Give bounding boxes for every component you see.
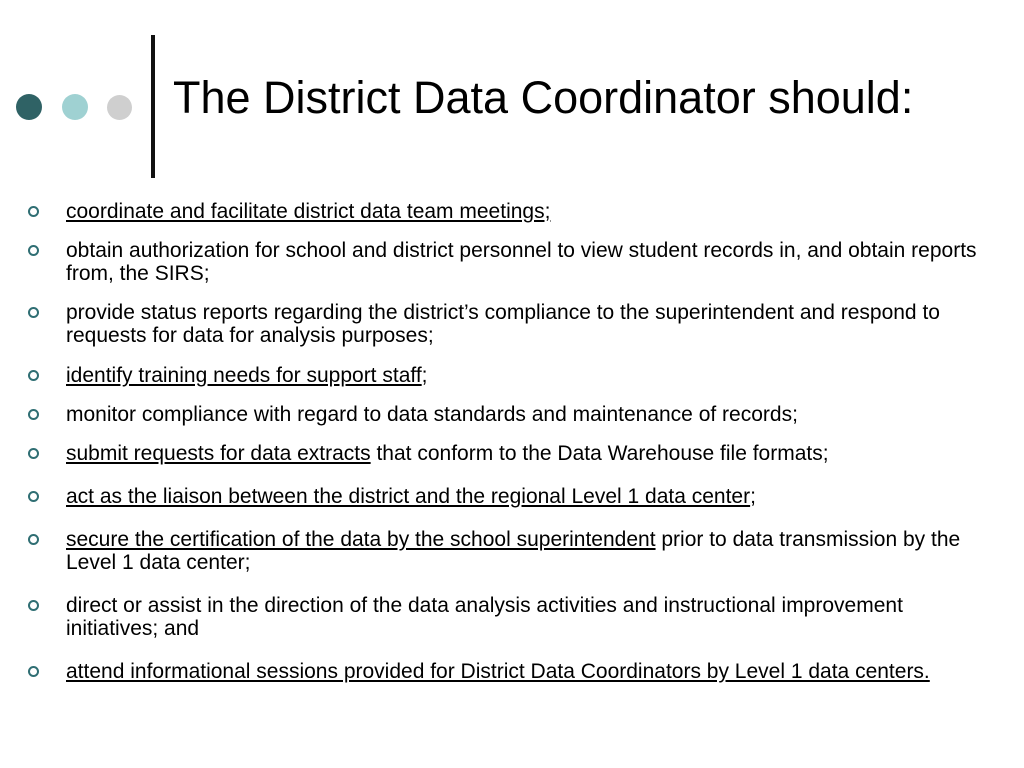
bullet-text: monitor compliance with regard to data standards and maintenance of records; (66, 403, 798, 426)
bullet-text: provide status reports regarding the district’s compliance to the superintendent and respond to requests for data for analysis purposes; (66, 301, 940, 347)
bullet-item (66, 200, 981, 223)
bullet-ring-icon (28, 206, 39, 217)
bullet-ring-icon (28, 307, 39, 318)
decorative-dots (16, 93, 132, 121)
bullet-text: that conform to the Data Warehouse file formats; (370, 442, 829, 465)
bullet-link[interactable]: identify training needs for support staff (66, 364, 422, 387)
bullet-link[interactable]: act as the liaison between the district and the regional Level 1 data center (66, 485, 751, 508)
bullet-item (66, 442, 981, 465)
slide-title: The District Data Coordinator should: (173, 72, 914, 123)
gray-dot-icon (107, 95, 132, 120)
bullet-item (66, 239, 981, 285)
bullet-item (66, 660, 981, 683)
bullet-link[interactable]: submit requests for data extracts (66, 442, 371, 465)
light-teal-dot-icon (62, 94, 88, 120)
bullet-ring-icon (28, 370, 39, 381)
bullet-ring-icon (28, 600, 39, 611)
dark-teal-dot-icon (16, 94, 42, 120)
bullet-ring-icon (28, 491, 39, 502)
bullet-item (66, 364, 981, 387)
bullet-ring-icon (28, 409, 39, 420)
bullet-text: prior to data transmission by the Level 1 data center; (66, 528, 961, 574)
bullet-link[interactable]: attend informational sessions provided for District Data Coordinators by Level 1 data centers. (66, 660, 930, 683)
bullet-text: ; (750, 485, 756, 508)
bullet-item (66, 301, 981, 347)
bullet-text: direct or assist in the direction of the data analysis activities and instructional improvement initiatives; and (66, 594, 903, 640)
bullet-text: ; (421, 364, 428, 387)
title-divider (151, 35, 155, 178)
bullet-item (66, 528, 981, 574)
bullet-item (66, 403, 981, 426)
bullet-ring-icon (28, 245, 39, 256)
bullet-ring-icon (28, 666, 39, 677)
bullet-ring-icon (28, 448, 39, 459)
bullet-link[interactable]: secure the certification of the data by the school superintendent (66, 528, 656, 551)
bullet-item (66, 485, 981, 508)
bullet-link[interactable]: coordinate and facilitate district data team meetings; (66, 200, 551, 223)
bullet-item (66, 594, 981, 640)
bullet-text: obtain authorization for school and district personnel to view student records in, and obtain reports from, the SIRS; (66, 239, 977, 285)
bullet-ring-icon (28, 534, 39, 545)
